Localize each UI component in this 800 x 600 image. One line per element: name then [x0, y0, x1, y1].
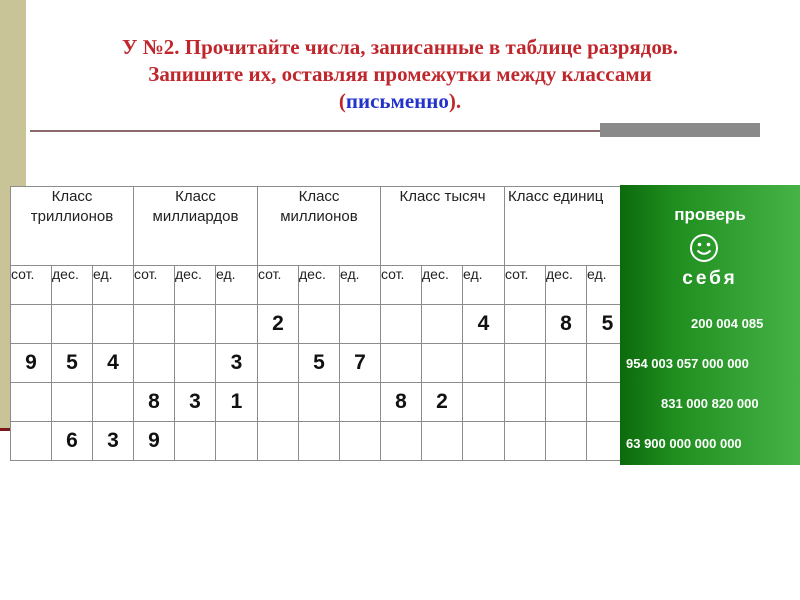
digit-cell — [11, 383, 52, 422]
digit-cell: 9 — [11, 344, 52, 383]
smiley-face-icon — [688, 232, 720, 264]
digit-cell — [52, 305, 93, 344]
number-row — [11, 344, 629, 383]
digit-cell — [11, 305, 52, 344]
digit-cell — [505, 383, 546, 422]
digit-cell — [299, 383, 340, 422]
digit-cell — [463, 383, 505, 422]
digit-cell: 2 — [258, 305, 299, 344]
digit-cell: 6 — [52, 422, 93, 461]
digit-cell — [422, 305, 463, 344]
digit-cell — [258, 422, 299, 461]
digit-cell: 2 — [422, 383, 463, 422]
digit-cell: 8 — [134, 383, 175, 422]
class-trillions-header: Класс триллионов — [11, 187, 134, 266]
digit-header-cell: ед. — [340, 266, 381, 305]
digit-cell: 8 — [381, 383, 422, 422]
answer-3: 831 000 820 000 — [661, 396, 759, 411]
class-thousands-header: Класс тысяч — [381, 187, 505, 266]
digit-cell — [93, 383, 134, 422]
digit-cell — [299, 305, 340, 344]
digit-cell: 4 — [93, 344, 134, 383]
answer-1: 200 004 085 — [691, 316, 764, 331]
left-decor-line — [0, 428, 10, 431]
digit-cell — [340, 305, 381, 344]
digit-cell — [463, 344, 505, 383]
digit-header-cell: дес. — [422, 266, 463, 305]
digit-cell — [340, 422, 381, 461]
task-line-2: Запишите их, оставляя промежутки между классами — [148, 62, 652, 86]
digit-cell — [93, 305, 134, 344]
digit-cell — [134, 305, 175, 344]
digit-header-cell: ед. — [587, 266, 629, 305]
digit-header-cell: ед. — [216, 266, 258, 305]
digit-cell — [381, 422, 422, 461]
place-value-table — [10, 186, 629, 461]
class-billions-header: Класс миллиардов — [134, 187, 258, 266]
digit-cell: 5 — [587, 305, 629, 344]
digit-cell — [175, 422, 216, 461]
digit-cell — [381, 305, 422, 344]
digit-cell: 5 — [52, 344, 93, 383]
digit-cell: 5 — [299, 344, 340, 383]
digit-cell — [546, 422, 587, 461]
digit-header-cell: сот. — [505, 266, 546, 305]
digit-cell — [546, 383, 587, 422]
digit-cell — [216, 422, 258, 461]
digit-cell: 9 — [134, 422, 175, 461]
digit-cell — [52, 383, 93, 422]
number-row — [11, 422, 629, 461]
digit-header-cell: дес. — [299, 266, 340, 305]
digit-header-cell: сот. — [11, 266, 52, 305]
digit-cell: 3 — [93, 422, 134, 461]
digit-cell: 1 — [216, 383, 258, 422]
heading-divider-block — [600, 123, 760, 137]
digit-header-cell: дес. — [546, 266, 587, 305]
digit-header-cell: сот. — [134, 266, 175, 305]
digit-cell — [134, 344, 175, 383]
digit-header-cell: сот. — [258, 266, 299, 305]
digit-cell — [299, 422, 340, 461]
digit-cell — [381, 344, 422, 383]
digit-header-cell: дес. — [175, 266, 216, 305]
note-close-paren: ). — [448, 89, 462, 113]
note-open-paren: ( — [338, 89, 346, 113]
digit-cell — [546, 344, 587, 383]
digit-cell — [11, 422, 52, 461]
digit-cell — [505, 344, 546, 383]
digit-cell — [422, 422, 463, 461]
number-row — [11, 383, 629, 422]
task-line-1: У №2. Прочитайте числа, записанные в таблице разрядов. — [122, 35, 678, 59]
digit-cell: 7 — [340, 344, 381, 383]
digit-cell — [505, 422, 546, 461]
digit-cell — [463, 422, 505, 461]
check-self-label: себя — [682, 268, 738, 289]
digit-cell: 3 — [216, 344, 258, 383]
digit-cell — [216, 305, 258, 344]
task-line-3 — [30, 88, 770, 115]
answer-4: 63 900 000 000 000 — [626, 436, 742, 451]
digit-cell: 4 — [463, 305, 505, 344]
digit-header-cell: ед. — [93, 266, 134, 305]
digit-cell: 3 — [175, 383, 216, 422]
digit-cell — [340, 383, 381, 422]
class-header-row — [11, 187, 629, 266]
number-row — [11, 305, 629, 344]
digit-cell — [505, 305, 546, 344]
answer-2: 954 003 057 000 000 — [626, 356, 749, 371]
digit-header-cell: сот. — [381, 266, 422, 305]
digit-cell — [258, 383, 299, 422]
class-millions-header: Класс миллионов — [258, 187, 381, 266]
digit-cell — [175, 305, 216, 344]
digit-header-cell: дес. — [52, 266, 93, 305]
digit-cell — [258, 344, 299, 383]
digit-cell: 8 — [546, 305, 587, 344]
digit-header-cell: ед. — [463, 266, 505, 305]
digit-cell — [175, 344, 216, 383]
digit-header-row — [11, 266, 629, 305]
digit-cell — [422, 344, 463, 383]
class-units-header: Класс единиц — [505, 187, 629, 266]
check-title: проверь — [674, 205, 746, 224]
task-heading — [30, 34, 770, 115]
note-word: письменно — [345, 89, 449, 113]
